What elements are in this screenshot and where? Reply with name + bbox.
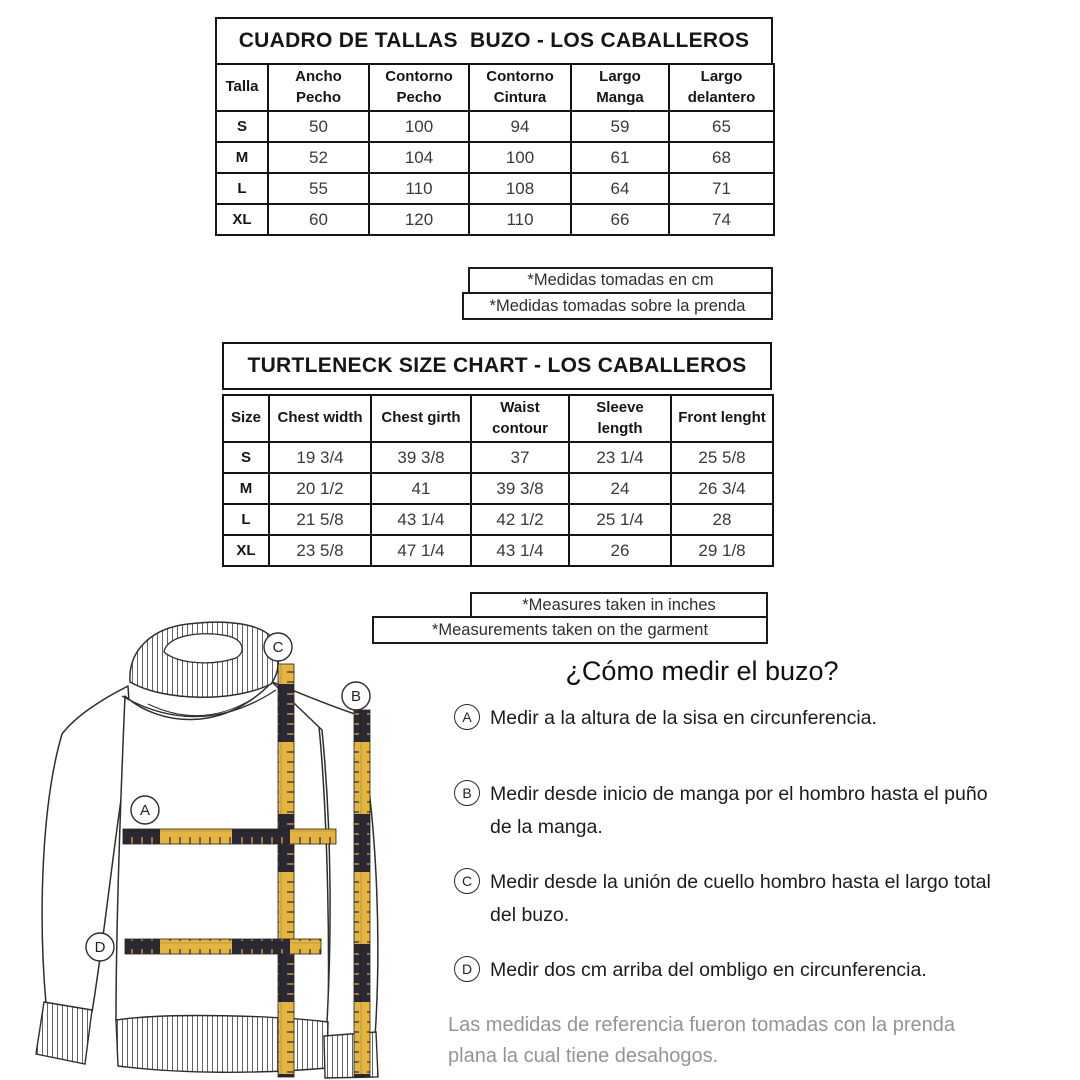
table-row-m (216, 142, 774, 173)
size-cell: S (216, 111, 268, 142)
col-header-talla: Talla (216, 64, 268, 111)
value-cell: 47 1/4 (371, 535, 471, 566)
value-cell: 68 (669, 142, 774, 173)
table-row-l (216, 173, 774, 204)
label-b (342, 682, 370, 710)
header-row (216, 64, 774, 111)
col-header-chest-width: Chest width (269, 395, 371, 442)
note-inches-units: *Measures taken in inches (470, 592, 768, 618)
value-cell: 37 (471, 442, 569, 473)
table-row-xl (216, 204, 774, 235)
svg-text:A: A (139, 802, 151, 819)
value-cell: 42 1/2 (471, 504, 569, 535)
value-cell: 39 3/8 (371, 442, 471, 473)
step-letter-badge: B (454, 780, 480, 806)
value-cell: 50 (268, 111, 369, 142)
body (116, 682, 329, 1024)
svg-text:B: B (350, 688, 362, 705)
value-cell: 21 5/8 (269, 504, 371, 535)
value-cell: 65 (669, 111, 774, 142)
step-text: Medir desde inicio de manga por el hombro hasta el puño de la manga. (490, 783, 988, 838)
svg-text:D: D (94, 939, 106, 956)
size-chart-inches (222, 342, 772, 567)
value-cell: 59 (571, 111, 669, 142)
value-cell: 61 (571, 142, 669, 173)
value-cell: 71 (669, 173, 774, 204)
note-cm-units: *Medidas tomadas en cm (468, 267, 773, 294)
step-text: Medir dos cm arriba del ombligo en circunferencia. (490, 959, 927, 981)
sweater-measure-illustration (30, 612, 430, 1080)
svg-text:C: C (272, 639, 284, 656)
value-cell: 23 1/4 (569, 442, 671, 473)
value-cell: 60 (268, 204, 369, 235)
value-cell: 25 5/8 (671, 442, 773, 473)
size-chart-inches-title: TURTLENECK SIZE CHART - LOS CABALLEROS (222, 342, 772, 390)
value-cell: 94 (469, 111, 571, 142)
value-cell: 66 (571, 204, 669, 235)
note-inches-garment: *Measurements taken on the garment (372, 616, 768, 644)
step-text: Medir a la altura de la sisa en circunferencia. (490, 707, 877, 729)
measure-step-b (454, 778, 992, 844)
col-header-sleeve-length: Sleeve length (569, 395, 671, 442)
col-header-size: Size (223, 395, 269, 442)
note-cm-garment: *Medidas tomadas sobre la prenda (462, 292, 773, 320)
value-cell: 110 (469, 204, 571, 235)
table-row-s (216, 111, 774, 142)
value-cell: 110 (369, 173, 469, 204)
label-c (264, 633, 292, 661)
col-header-contorno-pecho: Contorno Pecho (369, 64, 469, 111)
size-cell: XL (223, 535, 269, 566)
value-cell: 43 1/4 (371, 504, 471, 535)
size-cell: M (223, 473, 269, 504)
value-cell: 100 (369, 111, 469, 142)
how-to-measure-section (448, 652, 996, 1080)
table-row-l (223, 504, 773, 535)
value-cell: 19 3/4 (269, 442, 371, 473)
label-d (86, 933, 114, 961)
sweater-drawing (30, 612, 430, 1080)
col-header-largo-manga: Largo Manga (571, 64, 669, 111)
value-cell: 28 (671, 504, 773, 535)
value-cell: 52 (268, 142, 369, 173)
size-cell: XL (216, 204, 268, 235)
col-header-chest-girth: Chest girth (371, 395, 471, 442)
tape-length-c (278, 664, 294, 1077)
table-row-xl (223, 535, 773, 566)
size-cell: L (216, 173, 268, 204)
size-cell: M (216, 142, 268, 173)
value-cell: 43 1/4 (471, 535, 569, 566)
value-cell: 39 3/8 (471, 473, 569, 504)
size-chart-inches-table (222, 394, 774, 567)
value-cell: 64 (571, 173, 669, 204)
hem-band (116, 1016, 328, 1073)
tape-sleeve-b (354, 710, 370, 1077)
value-cell: 74 (669, 204, 774, 235)
size-chart-cm (215, 17, 773, 236)
value-cell: 120 (369, 204, 469, 235)
how-to-measure-title: ¿Cómo medir el buzo? (565, 656, 839, 686)
table-row-s (223, 442, 773, 473)
value-cell: 108 (469, 173, 571, 204)
value-cell: 29 1/8 (671, 535, 773, 566)
measure-step-c (454, 866, 992, 932)
value-cell: 26 3/4 (671, 473, 773, 504)
tape-chest-a (123, 829, 336, 844)
col-header-contorno-cintura: Contorno Cintura (469, 64, 571, 111)
table-row-m (223, 473, 773, 504)
value-cell: 24 (569, 473, 671, 504)
value-cell: 25 1/4 (569, 504, 671, 535)
size-cell: S (223, 442, 269, 473)
col-header-front-length: Front lenght (671, 395, 773, 442)
value-cell: 26 (569, 535, 671, 566)
value-cell: 41 (371, 473, 471, 504)
measure-step-a (454, 702, 992, 735)
left-cuff (36, 1002, 92, 1064)
step-letter-badge: A (454, 704, 480, 730)
reference-footnote: Las medidas de referencia fueron tomadas con la prenda plana la cual tiene desahogos. (448, 1014, 955, 1067)
col-header-waist-contour: Waist contour (471, 395, 569, 442)
header-row (223, 395, 773, 442)
measure-step-d (454, 954, 992, 987)
step-letter-badge: C (454, 868, 480, 894)
value-cell: 100 (469, 142, 571, 173)
value-cell: 23 5/8 (269, 535, 371, 566)
size-chart-cm-title: CUADRO DE TALLAS BUZO - LOS CABALLEROS (215, 17, 773, 65)
size-cell: L (223, 504, 269, 535)
col-header-largo-delantero: Largo delantero (669, 64, 774, 111)
col-header-ancho-pecho: Ancho Pecho (268, 64, 369, 111)
step-text: Medir desde la unión de cuello hombro hasta el largo total del buzo. (490, 871, 991, 926)
value-cell: 20 1/2 (269, 473, 371, 504)
value-cell: 104 (369, 142, 469, 173)
label-a (131, 796, 159, 824)
value-cell: 55 (268, 173, 369, 204)
size-chart-cm-table (215, 63, 775, 236)
tape-waist-d (125, 939, 321, 954)
step-letter-badge: D (454, 956, 480, 982)
